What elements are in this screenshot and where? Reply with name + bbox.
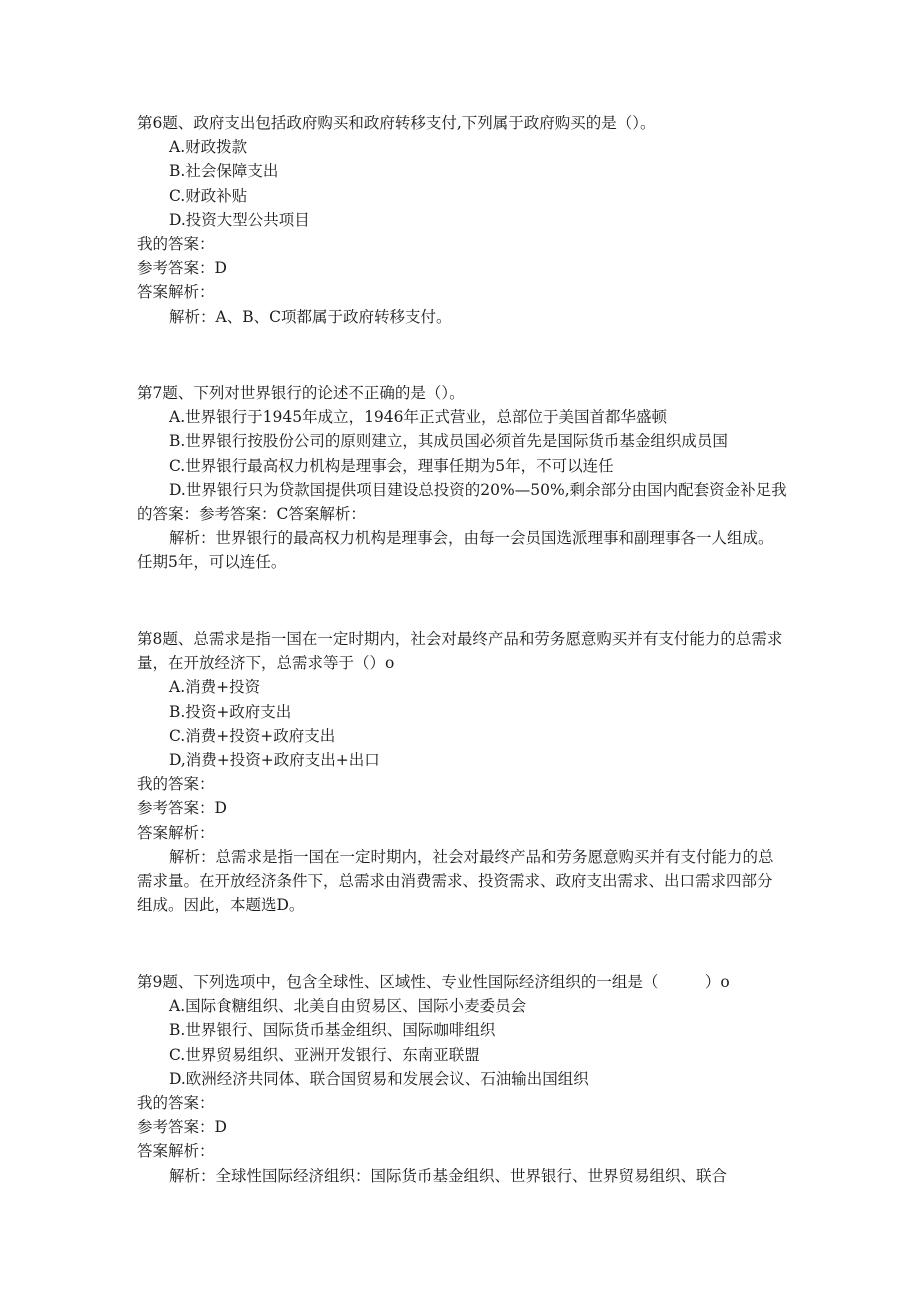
question-6	[137, 111, 787, 329]
question-8	[137, 627, 787, 917]
option-d: D.欧洲经济共同体、联合国贸易和发展会议、石油输出国组织	[169, 1069, 589, 1088]
my-answer-label: 我的答案：	[137, 235, 215, 254]
option-a: A.消费+投资	[169, 678, 261, 697]
option-d: D.投资大型公共项目	[169, 210, 310, 229]
option-a: A.国际食糖组织、北美自由贸易区、国际小麦委员会	[169, 997, 527, 1016]
analysis-label: 答案解析：	[137, 823, 215, 842]
option-c: C.财政补贴	[169, 186, 248, 205]
my-answer-label: 我的答案：	[137, 1094, 215, 1113]
option-b: B.投资+政府支出	[169, 702, 292, 721]
question-stem: 第8题、总需求是指一国在一定时期内，社会对最终产品和劳务愿意购买并有支付能力的总需求量，在开放经济下，总需求等于（）o	[137, 630, 783, 673]
reference-answer: 参考答案：D	[137, 1118, 227, 1137]
analysis-label: 答案解析：	[137, 1142, 215, 1161]
option-d: D.世界银行只为贷款国提供项目建设总投资的20%—50%,剩余部分由国内配套资金补足我的答案：参考答案：C答案解析：	[137, 480, 787, 524]
reference-answer: 参考答案：D	[137, 799, 227, 818]
question-stem: 第9题、下列选项中，包含全球性、区域性、专业性国际经济组织的一组是（ ）o	[137, 973, 730, 991]
question-stem: 第7题、下列对世界银行的论述不正确的是（）。	[137, 384, 465, 402]
option-c: C.世界贸易组织、亚洲开发银行、东南亚联盟	[169, 1045, 480, 1064]
analysis-text: 解析：全球性国际经济组织：国际货币基金组织、世界银行、世界贸易组织、联合	[169, 1166, 728, 1185]
analysis-text: 解析：A、B、C项都属于政府转移支付。	[169, 307, 452, 326]
option-b: B.社会保障支出	[169, 162, 279, 181]
analysis-label: 答案解析：	[137, 283, 215, 302]
option-a: A.世界银行于1945年成立，1946年正式营业，总部位于美国首都华盛顿	[169, 408, 668, 427]
question-9	[137, 970, 787, 1188]
option-c: C.世界银行最高权力机构是理事会，理事任期为5年，不可以连任	[169, 456, 614, 475]
analysis-text: 解析：总需求是指一国在一定时期内，社会对最终产品和劳务愿意购买并有支付能力的总需求量。在开放经济条件下，总需求由消费需求、投资需求、政府支出需求、出口需求四部分组成。因此，本题选D。	[137, 847, 774, 915]
option-d: D,消费+投资+政府支出+出口	[169, 751, 380, 770]
question-7	[137, 381, 787, 575]
option-c: C.消费+投资+政府支出	[169, 726, 336, 745]
question-stem: 第6题、政府支出包括政府购买和政府转移支付,下列属于政府购买的是（）。	[137, 114, 656, 132]
reference-answer: 参考答案：D	[137, 259, 227, 278]
my-answer-label: 我的答案：	[137, 775, 215, 794]
analysis-text: 解析：世界银行的最高权力机构是理事会，由每一会员国选派理事和副理事各一人组成。任期5年，可以连任。	[137, 529, 774, 572]
option-b: B.世界银行按股份公司的原则建立，其成员国必须首先是国际货币基金组织成员国	[169, 432, 728, 451]
option-b: B.世界银行、国际货币基金组织、国际咖啡组织	[169, 1021, 496, 1040]
option-a: A.财政拨款	[169, 138, 248, 157]
